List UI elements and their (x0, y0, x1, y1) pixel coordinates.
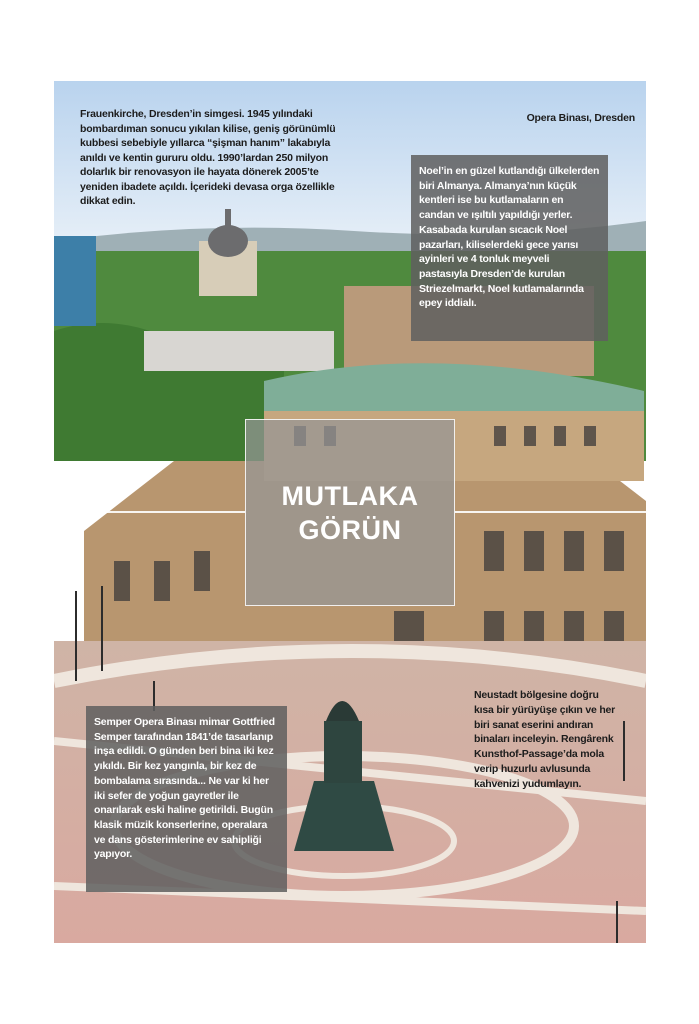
title-line2: GÖRÜN (298, 514, 402, 545)
opera-label: Opera Binası, Dresden (526, 112, 635, 124)
must-see-title-box (245, 419, 455, 606)
christmas-info-box (411, 155, 608, 341)
christmas-info-text: Noel’in en güzel kutlandığı ülkelerden biri Almanya. Almanya’nın küçük kentleri ise bu kutlamaların en candan ve ışıltılı yapıldığı yerler. Kasabada kurulan sıcacık Noel pazarları, kiliselerdeki gece yarısı ayinleri ve 4 tonluk meyveli pastasıyla Dresden’de kurulan Striezelmarkt, Noel kutlamalarında epey iddialı. (419, 165, 600, 310)
title-line1: MUTLAKA (281, 480, 419, 511)
neustadt-caption: Neustadt bölgesine doğru kısa bir yürüyüşe çıkın ve her biri sanat eserini andıran binaları inceleyin. Rengârenk Kunsthof-Passage’da mola verip huzurlu avlusunda kahvenizi yudumlayın. (474, 689, 616, 790)
semper-info-box (86, 706, 287, 892)
semper-info-text: Semper Opera Binası mimar Gottfried Semper tarafından 1841’de tasarlanıp inşa edildi. O günden beri bina iki kez yıkıldı. Bir kez yangınla, bir kez de bombalama sırasında... Ne var ki her iki sefer de yoğun gayretler ile onarılarak eski haline getirildi. Bugün klasik müzik konserlerine, operalara ve dans gösterimlerine ev sahipliği yapıyor. (94, 716, 275, 861)
title-line-left (54, 511, 245, 513)
frauenkirche-caption: Frauenkirche, Dresden’in simgesi. 1945 yılındaki bombardıman sonucu yıkılan kilise, geniş görünümlü kubbesi sebebiyle yıllarca “şişman hanım” lakabıyla anıldı ve kentin gururu oldu. 1990’lardan 250 milyon dolarlık bir renovasyon ile hayata dönerek 2005’te yeniden ibadete açıldı. İçerideki devasa orga özellikle dikkat edin. (80, 108, 336, 207)
title-line-right (455, 511, 646, 513)
